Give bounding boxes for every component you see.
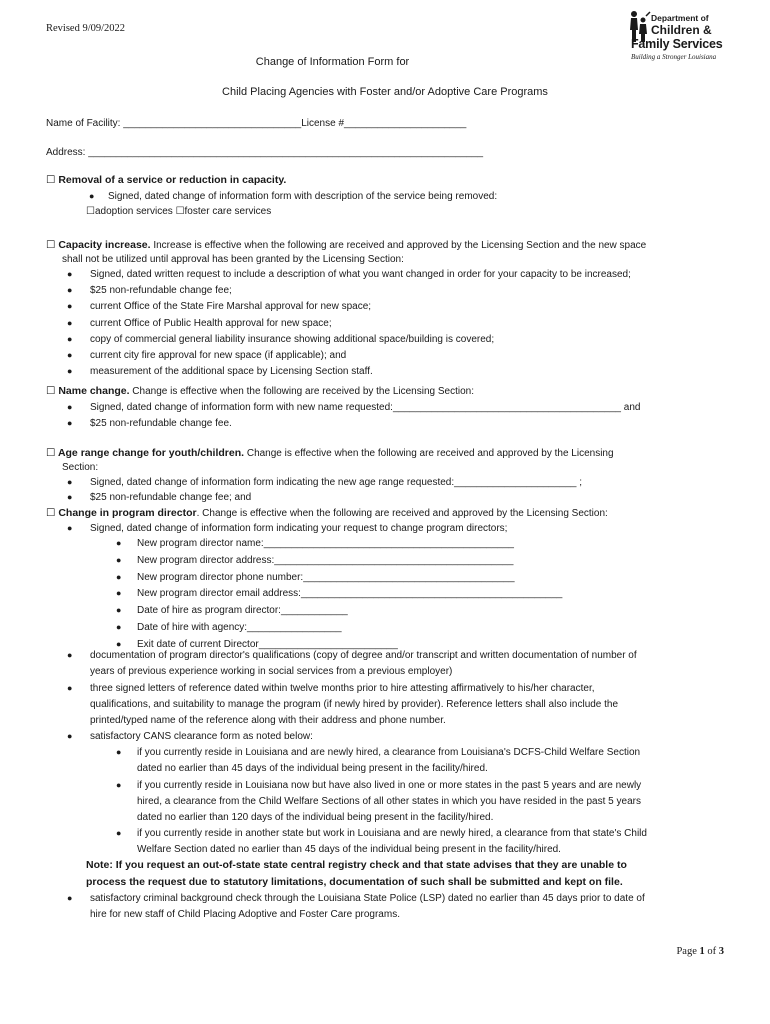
cans-bullet: satisfactory CANS clearance form as noted below:: [90, 731, 313, 742]
bullet-icon: ●: [67, 523, 73, 533]
bullet-icon: ●: [67, 893, 73, 903]
age-range-intro-cont: Section:: [62, 462, 99, 473]
age-range-bullet[interactable]: Signed, dated change of information form indicating the new age range requested:______________________ ;: [90, 477, 583, 488]
criminal-check-bullet-cont: hire for new staff of Child Placing Adoptive and Foster Care programs.: [90, 909, 400, 920]
bullet-icon: ●: [67, 492, 73, 502]
bullet-icon: ●: [89, 191, 95, 201]
name-change-intro: Change is effective when the following are received by the Licensing Section:: [129, 386, 474, 397]
logo-tagline: Building a Stronger Louisiana: [631, 53, 717, 61]
bullet-icon: ●: [67, 350, 73, 360]
bullet-icon: ●: [67, 650, 73, 660]
logo-text-family-services: Family Services: [631, 37, 723, 51]
bullet-icon: ●: [116, 588, 122, 599]
bullet-icon: ●: [67, 333, 73, 344]
program-director-field[interactable]: New program director name:_____________________________________________: [137, 538, 514, 549]
revised-date: Revised 9/09/2022: [46, 23, 126, 34]
program-director-bullet: Signed, dated change of information form indicating your request to change program directors;: [90, 523, 508, 534]
bullet-icon: ●: [67, 418, 73, 428]
cans-sub-bullet-cont: dated no earlier than 45 days of the individual being present in the facility/hired.: [137, 763, 488, 774]
age-range-intro: Change is effective when the following are received and approved by the Licensing: [244, 448, 614, 459]
program-director-heading[interactable]: ☐ Change in program director: [46, 507, 197, 519]
bullet-icon: ●: [67, 301, 73, 312]
page-of: of: [704, 946, 719, 957]
qualifications-bullet: documentation of program director's qualifications (copy of degree and/or transcript and written documentation of number of: [90, 650, 637, 661]
capacity-bullet: Signed, dated written request to include a description of what you want changed in order for your capacity to be increased;: [90, 269, 631, 280]
program-director-field[interactable]: New program director email address:_______________________________________________: [137, 588, 563, 600]
capacity-bullet: measurement of the additional space by Licensing Section staff.: [90, 366, 373, 378]
program-director-field[interactable]: Exit date of current Director_________________________: [137, 638, 398, 650]
age-range-heading[interactable]: ☐ Age range change for youth/children.: [46, 447, 245, 459]
program-director-field[interactable]: Date of hire with agency:_________________: [137, 622, 342, 633]
references-bullet-cont: printed/typed name of the reference along with their address and phone number.: [90, 715, 446, 726]
name-change-bullet[interactable]: Signed, dated change of information form with new name requested:_________________________________________ and: [90, 402, 641, 413]
name-change-bullet: $25 non-refundable change fee.: [90, 418, 232, 429]
cans-sub-bullet: if you currently reside in Louisiana and are newly hired, a clearance from Louisiana's DCFS-Child Welfare Section: [137, 747, 641, 758]
capacity-intro-cont: shall not be utilized until approval has been granted by the Licensing Section:: [62, 254, 404, 265]
bullet-icon: ●: [116, 605, 122, 616]
removal-bullet: Signed, dated change of information form with description of the service being removed:: [108, 191, 498, 202]
cans-sub-bullet: if you currently reside in Louisiana now but have also lived in one or more states in the past 5 years and are newly: [137, 780, 642, 791]
bullet-icon: ●: [116, 571, 122, 582]
logo-text-department: Department of: [651, 13, 709, 23]
program-director-field[interactable]: Date of hire as program director:____________: [137, 605, 348, 617]
age-range-heading-row: [46, 447, 614, 459]
page-total: 3: [718, 946, 724, 957]
name-change-heading[interactable]: ☐ Name change.: [46, 385, 130, 397]
cans-sub-bullet-cont: Welfare Section dated no earlier than 45 days of the individual being present in the facility/hired.: [137, 844, 561, 855]
bullet-icon: ●: [67, 402, 73, 412]
program-director-heading-row: [46, 507, 608, 519]
references-bullet-cont: qualifications, and suitability to manage the program (if newly hired by provider). Reference letters shall also include the: [90, 699, 619, 710]
page-number: [676, 946, 724, 957]
bullet-icon: ●: [67, 477, 73, 487]
bullet-icon: ●: [116, 538, 122, 548]
bullet-icon: ●: [67, 285, 73, 296]
capacity-intro: Increase is effective when the following are received and approved by the Licensing Section and the new space: [150, 240, 647, 251]
capacity-bullet: copy of commercial general liability insurance showing additional space/building is covered;: [90, 333, 495, 345]
cans-sub-bullet-cont: hired, a clearance from the Child Welfare Sections of all other states in which you have resided in the past 5 years: [137, 796, 641, 807]
name-change-heading-row: [46, 385, 474, 397]
cans-sub-bullet-cont: dated no earlier than 120 days of the individual being present in the facility/hired.: [137, 812, 494, 823]
qualifications-bullet-cont: years of previous experience working in social services from a previous employer): [90, 666, 453, 677]
address-field[interactable]: Address: _______________________________________________________________________: [46, 147, 484, 158]
bullet-icon: ●: [116, 747, 122, 757]
bullet-icon: ●: [67, 366, 73, 377]
capacity-bullet: current city fire approval for new space (if applicable); and: [90, 350, 347, 361]
out-of-state-note-cont: process the request due to statutory limitations, documentation of such shall be submitted and kept on file.: [86, 876, 623, 888]
capacity-heading-row: [46, 239, 646, 251]
removal-service-options[interactable]: ☐adoption services ☐foster care services: [86, 206, 272, 217]
bullet-icon: ●: [67, 731, 73, 741]
program-director-field[interactable]: New program director address:___________________________________________: [137, 554, 514, 566]
out-of-state-note: Note: If you request an out-of-state state central registry check and that state advises that they are unable to: [86, 859, 627, 871]
removal-heading[interactable]: ☐ Removal of a service or reduction in capacity.: [46, 174, 287, 186]
age-range-bullet: $25 non-refundable change fee; and: [90, 492, 252, 503]
form-subtitle: Child Placing Agencies with Foster and/or Adoptive Care Programs: [222, 86, 548, 98]
page-label: Page: [676, 946, 700, 957]
bullet-icon: ●: [116, 554, 122, 565]
bullet-icon: ●: [116, 780, 122, 790]
program-director-intro: . Change is effective when the following are received and approved by the Licensing Section:: [196, 508, 608, 519]
bullet-icon: ●: [116, 638, 122, 649]
capacity-heading[interactable]: ☐ Capacity increase.: [46, 239, 151, 251]
facility-license-field[interactable]: Name of Facility: ________________________________License #______________________: [46, 118, 467, 129]
capacity-bullet: $25 non-refundable change fee;: [90, 285, 232, 297]
capacity-bullet: current Office of the State Fire Marshal approval for new space;: [90, 301, 372, 313]
criminal-check-bullet: satisfactory criminal background check through the Louisiana State Police (LSP) dated no earlier than 45 days prior to date of: [90, 893, 645, 904]
bullet-icon: ●: [67, 317, 73, 328]
capacity-bullet: current Office of Public Health approval for new space;: [90, 317, 332, 329]
page-current: 1: [699, 946, 705, 957]
form-title: Change of Information Form for: [255, 56, 410, 68]
bullet-icon: ●: [67, 269, 73, 279]
cans-sub-bullet: if you currently reside in another state but work in Louisiana and are newly hired, a clearance from that state's Child: [137, 828, 647, 839]
bullet-icon: ●: [116, 622, 122, 632]
bullet-icon: ●: [67, 683, 73, 693]
bullet-icon: ●: [116, 828, 122, 838]
program-director-field[interactable]: New program director phone number:______________________________________: [137, 571, 515, 583]
logo-text-children: Children &: [651, 23, 712, 37]
references-bullet: three signed letters of reference dated within twelve months prior to hire attesting affirmatively to his/her character,: [90, 683, 595, 694]
